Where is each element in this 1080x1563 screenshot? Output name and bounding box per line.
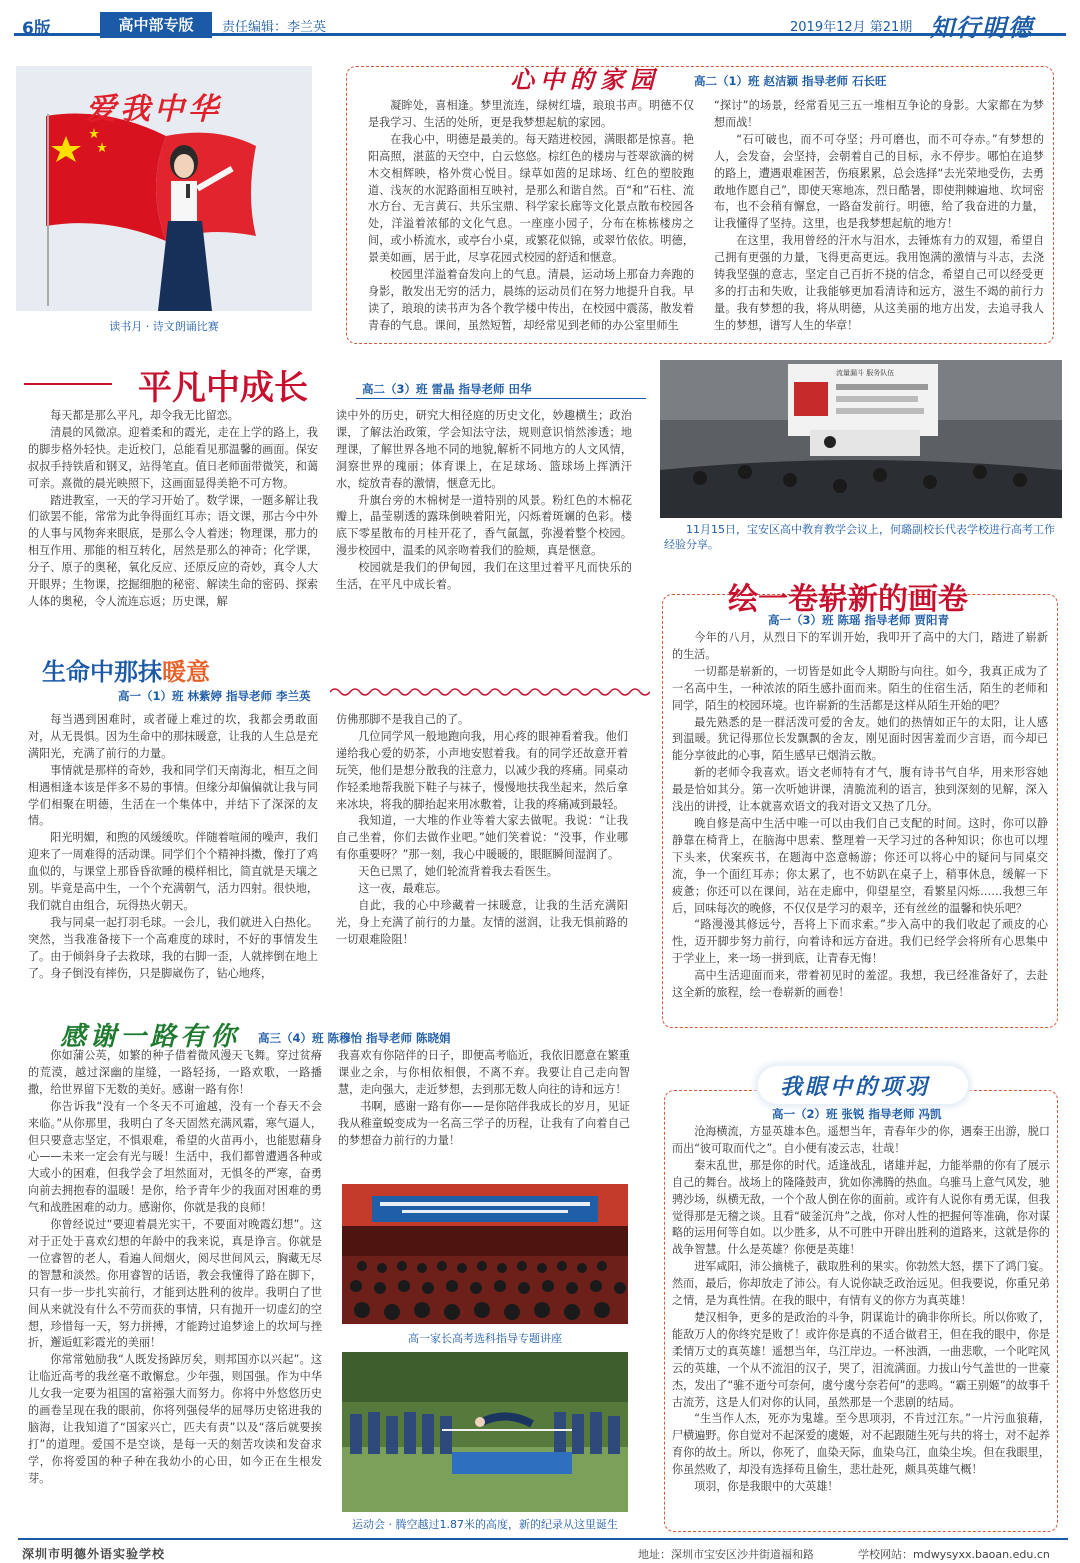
photo-recitation [16, 66, 312, 311]
article-warmth-col2 [336, 712, 628, 949]
article-warmth-col1 [28, 712, 318, 983]
photo-highjump-caption: 运动会 · 腾空越过1.87米的高度，新的纪录从这里诞生 [352, 1518, 618, 1531]
meeting-screen-text: 流量漏斗 服务队伍 [836, 369, 895, 377]
paragraph: 你常常勉励我“人既发扬踔厉矣，则邦国亦以兴起”。这让临近高考的我丝毫不敢懈怠。少年强，则国强。作为中华儿女我一定要为祖国的富裕强大而努力。你将中外悠悠历史的画卷呈现在我的眼前，你将列强侵华的屈辱历史铭进我的脑海，让我知道了“国家兴亡，匹夫有责”以及“落后就要挨打”的道理。爱国不是空谈，是每一天的刻苦攻读和发奋求学，你将爱国的种子种在我幼小的心田，如今正在生根发芽。 [28, 1353, 322, 1485]
paragraph: 凝眸处，喜相逢。梦里流连，绿树红墙，琅琅书声。明德不仅是我学习、生活的处所，更是我梦想起航的家园。 [368, 99, 694, 129]
paragraph: 事情就是那样的奇妙，我和同学们天南海北，相互之间相遇相逢本该是伴多不易的事情。但缘分却偏偏就让我与同学们相聚在明德，生活在一个集体中，并结下了深深的友情。 [28, 763, 318, 828]
paragraph: 阳光明媚，和煦的风缓缓吹。伴随着喧闹的噪声，我们迎来了一周难得的活动课。同学们个个精神抖擞，像打了鸡血似的，与课堂上那昏昏欲睡的模样相比，简直就是天壤之别。毕竟是高中生，一个个充满朝气，活力四射。很快地，我们就自由组合，玩得热火朝天。 [28, 831, 318, 912]
paragraph: 读中外的历史，研究大相径庭的历史文化，妙趣横生；政治课，了解法治政策，学会知法守法，规则意识悄然渗透；地理课，了解世界各地不同的地貌,解析不同地方的人文风情，洞察世界的瑰丽；体育课上，在足球场、篮球场上挥洒汗水，绽放青春的激情，惬意无比。 [336, 409, 632, 490]
article-scroll-title: 绘一卷崭新的画卷 [728, 582, 968, 617]
article-xiangyu-byline: 高一（2）班 张锐 指导老师 冯凯 [772, 1107, 942, 1121]
paragraph: 你曾经说过“要迎着晨光实干，不要面对晚霞幻想”。这对于正处于喜欢幻想的年龄中的我来说，真是诤言。你就是一位睿智的老人，看遍人间烟火，阅尽世间风云，胸藏无尽的智慧和淡然。你用睿智的话语，教会我懂得了路在脚下，只有一步一步扎实前行，才能到达胜利的彼岸。我明白了世间从来就没有什么不劳而获的事情，只有抛开一切虚幻的空想，珍惜每一天，努力拼搏，才能跨过追梦途上的坎坷与挫折，邂逅虹彩霞光的美丽！ [28, 1218, 322, 1350]
title-rule-left [24, 383, 112, 385]
article-home-col1 [368, 98, 694, 335]
article-scroll-byline: 高一（3）班 陈瑶 指导老师 贾阳青 [768, 613, 950, 627]
paragraph: 踏进教室，一天的学习开始了。数学课，一题多解让我们欲罢不能，常常为此争得面红耳赤；语文课，那古今中外的人事与风物奔来眼底，是那么令人着迷；物理课，那力的相互作用、那能的相互转化，居然是那么的神奇；化学课，分子、原子的奥秘，氧化反应、还原反应的奇妙，真令人大开眼界；生物课，挖掘细胞的秘密、解读生命的密码、探索人体的奥秘，令人流连忘返；历史课，解 [28, 493, 318, 608]
page-number: 6版 [22, 19, 51, 39]
paragraph: “路漫漫其修远兮，吾将上下而求索。”步入高中的我们收起了顽皮的心性，迈开脚步努力前行，向着诗和远方奋进。我们已经学会将所有心思集中于学业上，来一场一拼到底，让青春无悔！ [672, 918, 1048, 966]
highjump-scene-image [342, 1352, 628, 1512]
article-xiangyu-body [672, 1124, 1050, 1496]
article-home-byline: 高二（1）班 赵洁颖 指导老师 石长旺 [694, 74, 887, 88]
paragraph: 晚自修是高中生活中唯一可以由我们自己支配的时间。这时，你可以静静靠在椅背上，在脑海中思索、整理着一天学习过的各种知识；你也可以埋下头来，伏案疾书，在题海中恣意畅游；你还可以将心中的疑问与同桌交流，争一个面红耳赤；你太累了，也不妨趴在桌子上，稍事休息，缓解一下疲惫；你还可以在课间，站在走廊中，仰望星空，看繁星闪烁……我想三年后，回味每次的晚修，不仅仅是学习的艰辛，还有丝丝的温馨和快乐吧？ [672, 816, 1048, 915]
section-tab: 高中部专版 [100, 12, 212, 38]
paragraph: 每当遇到困难时，或者碰上难过的坎，我都会勇敢面对，从无畏惧。因为生命中的那抹暖意，让我的人生总是充满阳光，充满了前行的力量。 [28, 713, 318, 760]
paragraph: 高中生活迎面而来，带着初见时的羞涩。我想，我已经准备好了，去赴这全新的旅程，绘一卷崭新的画卷！ [672, 969, 1048, 1000]
article-thanks-byline: 高三（4）班 陈穆怡 指导老师 陈晓娟 [258, 1031, 451, 1045]
title-part-b: 暖意 [162, 658, 210, 686]
banner-text: 爱我中华 [86, 92, 222, 127]
paragraph: “探讨”的场景，经常看见三五一堆相互争论的身影。大家都在为梦想而战！ [714, 99, 1044, 129]
photo-highjump [342, 1352, 628, 1512]
article-growth-col1 [28, 408, 318, 611]
footer-address: 地址：深圳市宝安区沙井街道福和路 [638, 1548, 814, 1561]
article-home-col2 [714, 98, 1044, 335]
paragraph: 新的老师令我喜欢。语文老师特有才气，腹有诗书气自华，用来形容她最是恰如其分。第一次听她讲课，清脆流利的语言，独到深刻的见解，深入浅出的讲授，让本就喜欢语文的我对语文又热了几分。 [672, 766, 1048, 814]
paragraph: 今年的八月，从烈日下的军训开始，我叩开了高中的大门，踏进了崭新的生活。 [672, 631, 1048, 661]
paragraph: 你告诉我“没有一个冬天不可逾越，没有一个春天不会来临。”从你那里，我明白了冬天固然充满风霜，寒气逼人，但只要意志坚定，不惧艰难，希望的火苗再小，也能慰藉身心——未来一定会有光与暖！生活中，我们都曾遭遇各种或大或小的困难，但我学会了坦然面对，无惧冬的严寒，奋勇向前去拥抱春的温暖！是你，给予青年少的我面对困难的勇气和战胜困难的动力。感谢你，你就是我的良师！ [28, 1099, 322, 1215]
masthead-logo: 知行明德 [930, 13, 1034, 42]
article-thanks-col2 [338, 1048, 630, 1149]
paragraph: 最先熟悉的是一群活泼可爱的舍友。她们的热情如正午的太阳，让人感到温暖。犹记得那位长发飘飘的舍友，刚见面时因害羞而少言语，而今却已能分享彼此的心事，陌生感早已烟消云散。 [672, 715, 1048, 763]
page-footer [18, 1538, 1068, 1562]
article-thanks-col1 [28, 1048, 322, 1488]
paragraph: “石可破也，而不可夺坚；丹可磨也，而不可夺赤。”有梦想的人，会发奋，会坚持，会朝着自己的目标，永不停步。哪怕在追梦的路上，遭遇艰难困苦，伤痕累累，总会选择“去光荣地受伤，去勇敢地作愿自己”，即使天寒地冻，烈日酷暑，即使荆棘遍地、坎坷密布，也不会稍有懈怠，一路奋发前行。明德，给了我奋进的力量，让我懂得了坚持。这里，也是我梦想起航的地方！ [714, 132, 1044, 231]
paragraph: 在我心中，明德是最美的。每天踏进校园，满眼都是惊喜。艳阳高照，湛蓝的天空中，白云悠悠。棕红色的楼房与苍翠欲滴的树木交相辉映，格外赏心悦目。绿草如茵的足球场、红色的塑胶跑道、浅灰的水泥路面相互映衬，是那么和谐自然。百“和”石柱、流水方台、无言黄石、共乐宝鼎、科学家长廊等文化景点散布校园各处，洋溢着浓郁的文化气息。一座座小园子，分布在栋栋楼房之间，或小桥流水，或亭台小桌，或繁花似锦，或翠竹依依。明德，景美如画，居于此，尽享花园式校园的舒适和惬意。 [368, 132, 694, 265]
article-growth-title: 平凡中成长 [138, 368, 308, 408]
paragraph: 升旗台旁的木棉树是一道特别的风景。粉红色的木棉花瓣上，晶莹剔透的露珠倒映着阳光，闪烁着斑斓的色彩。楼底下零星散布的月桂开花了，香气氤氲，弥漫着整个校园。漫步校园中，温柔的风亲吻着我们的脸颊，真是惬意。 [336, 493, 632, 558]
paragraph: 我知道，一大堆的作业等着大家去做呢。我说：“让我自己坐着，你们去做作业吧。”她们笑着说：“没事，作业哪有你重要呀？”那一刻，我心中暖暖的，眼眶瞬间湿润了。 [336, 814, 628, 862]
paragraph: 天色已黑了，她们轮流背着我去看医生。 [358, 865, 558, 879]
wavy-divider [330, 686, 650, 698]
photo-meeting-caption: 11月15日，宝安区高中教育教学会议上，何璐副校长代表学校进行高考工作经验分享。 [664, 523, 1055, 551]
paragraph: 自此，我的心中珍藏着一抹暖意，让我的生活充满阳光，身上充满了前行的力量。友情的滋润，让我无惧前路的一切艰难险阻！ [336, 898, 628, 946]
paragraph: 在这里，我用曾经的汗水与泪水，去锤炼有力的双翅，希望自己拥有更强的力量，飞得更高更远。我用饱满的激情与斗志，去浇铸我坚强的意志，坚定自己百折不挠的信念，希望自己可以经受更多的打击和失败，让我能够更加看清诗和远方，滋生不竭的前行力量。我有梦想的我，将从明德，从这美丽的地方出发，去追寻我人生的梦想，谱写人生的华章！ [714, 234, 1044, 332]
footer-website: 学校网站：mdwysyxx.baoan.edu.cn [858, 1548, 1050, 1561]
paragraph: 一切都是崭新的，一切皆是如此令人期盼与向往。如今，我真正成为了一名高中生，一种浓浓的陌生感扑面而来。陌生的住宿生活，陌生的老师和同学，陌生的校园环境。也许崭新的生活都是这样从陌生开始的吧？ [672, 664, 1048, 712]
paragraph: “生当作人杰，死亦为鬼雄。至今思项羽，不肯过江东。”一片污血狼藉，尸横遍野。你自觉对不起深爱的虞姬，对不起跟随生死与共的将士，对不起养育你的故土。所以，你死了，血染天际，血染乌江，血染尘埃。但在我眼里，你虽然败了，却没有选择苟且偷生，悲壮赴死，颇具英雄气概！ [672, 1412, 1050, 1477]
lecture-scene-image [342, 1184, 628, 1324]
issue-date: 2019年12月 第21期 [790, 20, 913, 35]
paragraph: 进军咸阳，沛公摘桃子，截取胜利的果实。你勃然大怒，摆下了鸿门宴。然而，最后，你却放走了沛公。有人说你缺乏政治远见。但我要说，你重兄弟之情，是为真性情。在我的眼中，有情有义的你方为真英雄！ [672, 1260, 1050, 1308]
paragraph: 仿佛那脚不是我自己的了。 [336, 713, 470, 726]
paragraph: 每天都是那么平凡，却令我无比留恋。 [50, 409, 239, 422]
article-home-title: 心中的家园 [510, 65, 660, 94]
article-warmth-title [42, 652, 210, 687]
paragraph: 校园就是我们的伊甸园，我们在这里过着平凡而快乐的生活，在平凡中成长着。 [336, 561, 632, 592]
article-scroll-body [672, 630, 1048, 1002]
photo-lecture-caption: 高一家长高考选科指导专题讲座 [408, 1332, 562, 1345]
paragraph: 项羽，你是我眼中的大英雄！ [694, 1480, 839, 1494]
paragraph: 秦末乱世，那是你的时代。适逢战乱，诸雄并起，力能举鼎的你有了展示自己的舞台。战场上的隆隆鼓声，犹如你沸腾的热血。乌骓马上意气风发，驰骋沙场，纵横无敌，一个个敌人倒在你的面前。或许有人说你有勇无谋，但我觉得那是无稽之谈。且看“破釜沉舟”之战，你对人性的把握何等准确，你对谋略的运用何等自如。以少胜多，从不可胜中开辟出胜利的道路来，这就是你的战争智慧。什么是英雄？你便是英雄！ [672, 1158, 1050, 1257]
footer-school: 深圳市明德外语实验学校 [22, 1547, 166, 1561]
photo-recitation-caption: 读书月 · 诗文朗诵比赛 [109, 320, 219, 333]
article-growth-col2 [336, 408, 632, 594]
meeting-scene-image [660, 360, 1062, 518]
paragraph: 沧海横流，方显英雄本色。遥想当年，青春年少的你，遇秦王出游，脱口而出“彼可取而代之”。自小便有凌云志，壮哉！ [672, 1125, 1050, 1155]
paragraph: 我喜欢有你陪伴的日子，即便高考临近，我依旧愿意在繁重课业之余，与你相依相偎，不离不弃。我要让自己走向智慧，走向强大，走近梦想，去到那无数人向往的诗和远方！ [338, 1049, 630, 1096]
paragraph: 我与同桌一起打羽毛球。一会儿，我们就进入白热化。突然，当我准备接下一个高难度的球时，不好的事情发生了。由于倾斜身子去救球，我的右脚一歪，人就摔倒在地上了。身子倒没有摔伤，只是脚崴伤了，钻心地疼， [28, 915, 318, 980]
paragraph: 校园里洋溢着奋发向上的气息。清晨，运动场上那奋力奔跑的身影，散发出无穷的活力，晨练的运动员们在努力地提升自我。早读了，琅琅的读书声为各个教学楼中传出，在校园中震荡，散发着青春的气息。课间，虽然短暂，却经常见到老师的办公室里师生 [368, 268, 694, 332]
paragraph: 楚汉相争，更多的是政治的斗争，阴谋诡计的确非你所长。所以你败了，能敌万人的你终究是败了！或许你是真的不适合做君王，但在我的眼中，你是柔情万丈的真英雄！遥想当年，乌江岸边。一杯浊酒，一曲悲歌，一个叱咤风云的英雄，一个从不流泪的汉子，哭了，泪流满面。力拔山兮气盖世的一世豪杰，发出了“骓不逝兮可奈何，虞兮虞兮奈若何”的悲鸣。“霸王别姬”的故事千古流芳，这是人们对你的认同，虽然那是一个悲剧的结局。 [672, 1310, 1050, 1409]
title-rule-right [356, 398, 646, 399]
photo-lecture [342, 1184, 628, 1324]
paragraph: 清晨的风微凉。迎着柔和的霞光，走在上学的路上，我的脚步格外轻快。走近校门，总能看见那温馨的画面。保安叔叔手持铁盾和钢叉，站得笔直。值日老师面带微笑，和蔼可亲。熹微的晨光映照下，这画面显得美艳不可方物。 [28, 425, 318, 490]
editor-credit: 责任编辑：李兰英 [222, 20, 327, 35]
article-growth-byline: 高二（3）班 雷晶 指导老师 田华 [362, 382, 532, 396]
paragraph: 书啊，感谢一路有你——是你陪伴我成长的岁月，见证我从稚童蜕变成为一名高三学子的历程，让我有了向着自己的梦想奋力前行的力量！ [338, 1099, 630, 1147]
paragraph: 这一夜，最难忘。 [358, 882, 447, 896]
article-xiangyu-title: 我眼中的项羽 [780, 1075, 931, 1100]
article-thanks-title: 感谢一路有你 [60, 1022, 241, 1052]
paragraph: 你如蒲公英，如繁的种子借着微风漫天飞舞。穿过贫瘠的荒漠，越过深幽的崖缝，一路轻扬，一路欢歌，一路播撒，给世界留下无数的美好。感谢一路有你！ [28, 1049, 322, 1096]
paragraph: 几位同学风一般地跑向我，用心疼的眼神看着我。他们递给我心爱的奶茶，小声地安慰着我。有的同学还故意开着玩笑，他们是想分散我的注意力，以减少我的疼痛。同桌动作轻柔地帮我脱下鞋子与袜子，慢慢地扶我坐起来，然后拿来冰块，将我的脚抬起来用冰敷着，让我的疼痛减到最轻。 [336, 729, 628, 811]
page-header [0, 0, 1080, 44]
article-warmth-byline: 高一（1）班 林紫婷 指导老师 李兰英 [118, 689, 311, 703]
title-part-a: 生命中那抹 [42, 658, 162, 686]
photo-meeting [660, 360, 1062, 518]
